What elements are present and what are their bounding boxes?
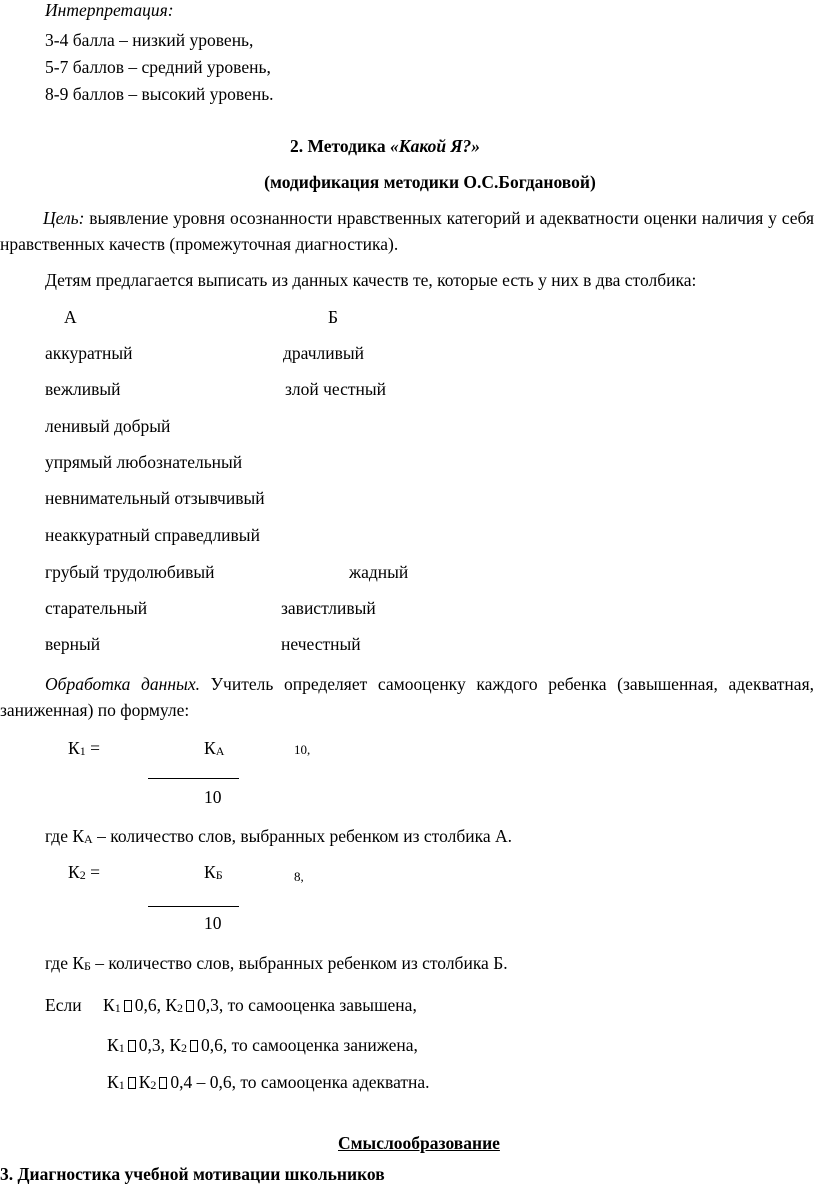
comparison-symbol-icon — [124, 1000, 132, 1012]
formula1-eq: = — [85, 738, 100, 758]
goal-text: выявление уровня осознанности нравственных категорий и адекватности оценки наличия у себя нравственных качеств (промежуточная диагностика). — [0, 208, 814, 254]
condition-1 — [103, 995, 417, 1016]
comparison-symbol-icon — [190, 1040, 198, 1052]
quality-b: злой честный — [285, 379, 387, 399]
section-heading: Смыслообразование — [338, 1133, 500, 1153]
formula2-denominator: 10 — [204, 913, 222, 933]
quality-a: грубый трудолюбивый — [45, 562, 215, 582]
column-b-header: Б — [328, 307, 339, 327]
formula1-explanation — [45, 826, 512, 847]
formula1-explanation-text: – количество слов, выбранных ребенком из столбика А. — [92, 826, 512, 846]
condition-k: К — [107, 1035, 119, 1055]
condition-3 — [107, 1072, 430, 1093]
quality-b: драчливый — [283, 343, 365, 363]
quality-b: жадный — [349, 562, 409, 582]
condition-if-word: Если — [45, 995, 82, 1015]
quality-a: старательный — [45, 598, 148, 618]
quality-a: неаккуратный справедливый — [45, 525, 260, 545]
condition-text: К — [138, 1072, 151, 1092]
quality-a: невнимательный отзывчивый — [45, 488, 265, 508]
condition-sub: 2 — [150, 1078, 157, 1092]
method-number: 2. Методика — [289, 136, 391, 156]
condition-k: К — [107, 1072, 119, 1092]
condition-text: 0,4 – 0,6, то самооценка адекватна. — [170, 1072, 430, 1092]
formula2-explanation-sub: Б — [84, 959, 91, 973]
instruction: Детям предлагается выписать из данных качеств те, которые есть у них в два столбика: — [45, 270, 697, 290]
condition-sub: 1 — [118, 1041, 125, 1055]
formula1-numerator — [204, 738, 224, 759]
condition-sub: 1 — [114, 1001, 121, 1015]
interpretation-title: Интерпретация: — [45, 0, 174, 20]
next-heading: 3. Диагностика учебной мотивации школьников — [0, 1164, 385, 1184]
condition-sub: 2 — [177, 1001, 183, 1015]
formula1-denominator: 10 — [204, 787, 222, 807]
formula2-num-sub: Б — [215, 868, 223, 882]
comparison-symbol-icon — [159, 1077, 167, 1089]
comparison-symbol-icon — [186, 1000, 194, 1012]
formula1-explanation-pre: где К — [45, 826, 85, 846]
formula2-explanation-text: – количество слов, выбранных ребенком из столбика Б. — [90, 953, 508, 973]
processing-text: Учитель определяет самооценку каждого ребенка (завышенная, адекватная, заниженная) по формуле: — [0, 674, 814, 720]
formula2-lhs — [68, 862, 100, 883]
comparison-symbol-icon — [128, 1040, 136, 1052]
quality-b: завистливый — [281, 598, 376, 618]
formula2-explanation-pre: где К — [45, 953, 85, 973]
quality-b: нечестный — [281, 634, 361, 654]
condition-text: 0,6, то самооценка занижена, — [201, 1035, 418, 1055]
condition-sub: 2 — [181, 1041, 187, 1055]
condition-sub: 1 — [118, 1078, 125, 1092]
formula2-eq: = — [85, 862, 100, 882]
processing-label: Обработка данных. — [45, 674, 200, 694]
quality-a: упрямый любознательный — [45, 452, 243, 472]
formula2-num: К — [204, 862, 216, 882]
interpretation-line: 3-4 балла – низкий уровень, — [45, 30, 254, 50]
formula1-multiplier: 10, — [294, 742, 311, 757]
interpretation-line: 5-7 баллов – средний уровень, — [45, 57, 271, 77]
method-subtitle: (модификация методики О.С.Богдановой) — [264, 172, 596, 192]
method-heading — [0, 136, 770, 157]
condition-text: 0,3, К — [138, 1035, 181, 1055]
interpretation-line: 8-9 баллов – высокий уровень. — [45, 84, 274, 104]
goal-paragraph — [0, 205, 814, 257]
condition-text: 0,3, то самооценка завышена, — [197, 995, 417, 1015]
formula1-k: К — [68, 738, 80, 758]
quality-a: ленивый добрый — [45, 416, 171, 436]
processing-paragraph — [0, 671, 814, 723]
formula2-fraction-line — [148, 906, 239, 907]
condition-2 — [107, 1035, 418, 1056]
condition-k: К — [103, 995, 115, 1015]
condition-text: 0,6, К — [134, 995, 177, 1015]
column-a-header: А — [64, 307, 77, 327]
formula2-multiplier: 8, — [294, 869, 304, 884]
formula1-explanation-sub: А — [84, 832, 93, 846]
formula2-k: К — [68, 862, 80, 882]
formula2-k-sub: 2 — [79, 868, 86, 882]
formula1-lhs — [68, 738, 100, 759]
formula2-numerator — [204, 862, 223, 883]
formula2-explanation — [45, 953, 508, 974]
formula1-k-sub: 1 — [79, 744, 86, 758]
quality-a: аккуратный — [45, 343, 133, 363]
formula1-fraction-line — [148, 778, 239, 779]
goal-label: Цель: — [43, 208, 85, 228]
comparison-symbol-icon — [128, 1077, 136, 1089]
formula1-num: К — [204, 738, 216, 758]
quality-a: вежливый — [45, 379, 121, 399]
method-name: «Какой Я?» — [390, 136, 481, 156]
quality-a: верный — [45, 634, 101, 654]
formula1-num-sub: А — [215, 744, 225, 758]
